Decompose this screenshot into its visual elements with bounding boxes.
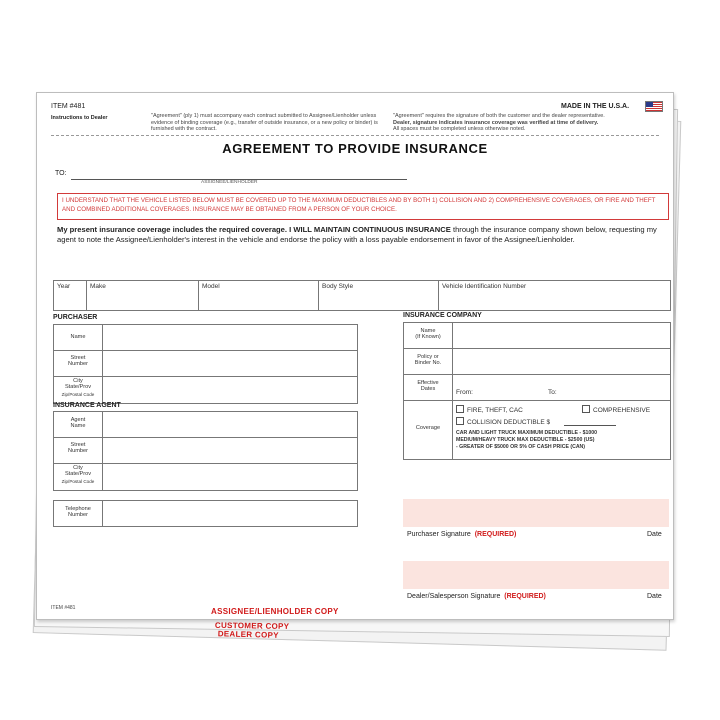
company-table bbox=[403, 322, 671, 460]
comprehensive-option[interactable] bbox=[582, 405, 650, 414]
vehicle-model-label: Model bbox=[202, 283, 220, 290]
company-name-label: Name (If Known) bbox=[415, 328, 441, 341]
agent-zip-label: Zip/Postal Code bbox=[61, 479, 95, 484]
instructions-right-3: All spaces must be completed unless otherwise noted. bbox=[393, 126, 526, 132]
vehicle-year-label: Year bbox=[57, 283, 71, 290]
collision-label: COLLISION DEDUCTIBLE $ bbox=[467, 419, 551, 426]
agent-city-label: City State/Prov bbox=[64, 465, 92, 478]
company-dates-label: Effective Dates bbox=[417, 380, 439, 393]
vehicle-make-label: Make bbox=[90, 283, 106, 290]
fire-theft-option[interactable] bbox=[456, 405, 523, 414]
deductible-note-3: - GREATER OF $5000 OR 5% OF CASH PRICE (CAN) bbox=[456, 444, 586, 450]
statement-rest: through the insurance company shown below, requesting my agent to note the Assignee/Lienholder's interest in the vehicle and endorse the policy with a loss payable endorsement in favor of the Assignee/Lienholder. bbox=[57, 225, 657, 244]
dates-from-label: From: bbox=[456, 389, 473, 396]
form-title: AGREEMENT TO PROVIDE INSURANCE bbox=[222, 141, 488, 156]
deductible-notes bbox=[456, 430, 597, 451]
fire-theft-checkbox[interactable] bbox=[456, 405, 464, 413]
telephone-table bbox=[53, 500, 358, 527]
collision-option[interactable] bbox=[456, 417, 550, 426]
purchaser-signature-field[interactable] bbox=[403, 499, 669, 527]
to-sublabel: ASSIGNEE/LIENHOLDER bbox=[201, 180, 258, 185]
vehicle-table bbox=[53, 280, 671, 311]
dealer-date-label: Date bbox=[647, 593, 662, 600]
company-coverage-label: Coverage bbox=[415, 425, 441, 431]
dealer-signature-label bbox=[407, 593, 546, 600]
comprehensive-checkbox[interactable] bbox=[582, 405, 590, 413]
deductible-note-2: MEDIUM/HEAVY TRUCK MAX DEDUCTIBLE - $2500 (US) bbox=[456, 437, 595, 443]
deductible-note-1: CAR AND LIGHT TRUCK MAXIMUM DEDUCTIBLE - $1000 bbox=[456, 430, 598, 436]
instructions-left: "Agreement" (ply 1) must accompany each contract submitted to Assignee/Lienholder unless evidence of binding coverage (e.g., transfer of outside insurance, or a new policy or binder) is furnished with the contract. bbox=[151, 113, 378, 132]
purchaser-required: (REQUIRED) bbox=[474, 531, 517, 538]
statement-bold: My present insurance coverage includes the required coverage. I WILL MAINTAIN CONTINUOUS INSURANCE bbox=[57, 225, 451, 234]
copy-label-customer: CUSTOMER COPY bbox=[214, 620, 290, 631]
instructions-right bbox=[393, 113, 663, 133]
collision-checkbox[interactable] bbox=[456, 417, 464, 425]
to-label: TO: bbox=[55, 170, 67, 177]
dealer-required: (REQUIRED) bbox=[504, 593, 546, 600]
perforation-line bbox=[51, 135, 659, 136]
us-flag-icon bbox=[645, 101, 663, 112]
instructions-right-2: Dealer, signature indicates insurance coverage was verified at time of delivery. bbox=[393, 119, 599, 126]
purchaser-city-label: City State/Prov bbox=[64, 378, 92, 391]
purchaser-signature-text: Purchaser Signature bbox=[407, 531, 471, 538]
agent-title: INSURANCE AGENT bbox=[53, 402, 121, 409]
dates-to-label: To: bbox=[548, 389, 557, 396]
purchaser-street-label: Street Number bbox=[68, 355, 88, 368]
purchaser-signature-label bbox=[407, 531, 516, 538]
purchaser-table bbox=[53, 324, 358, 404]
dealer-signature-field[interactable] bbox=[403, 561, 669, 589]
agent-name-label: Agent Name bbox=[70, 417, 86, 430]
dealer-signature-text: Dealer/Salesperson Signature bbox=[407, 593, 501, 600]
purchaser-name-label: Name bbox=[70, 334, 86, 340]
footer-item-number: ITEM #481 bbox=[51, 605, 76, 611]
vehicle-body-style-label: Body Style bbox=[322, 283, 354, 290]
agent-street-label: Street Number bbox=[68, 442, 88, 455]
telephone-label: Telephone Number bbox=[65, 506, 91, 519]
comprehensive-label: COMPREHENSIVE bbox=[593, 407, 651, 414]
item-number: ITEM #481 bbox=[51, 103, 86, 110]
made-in-usa: MADE IN THE U.S.A. bbox=[561, 103, 630, 110]
instructions-title: Instructions to Dealer bbox=[51, 115, 108, 121]
copy-label-dealer: DEALER COPY bbox=[217, 629, 279, 640]
instructions-right-1: "Agreement" requires the signature of both the customer and the dealer representative. bbox=[393, 113, 605, 119]
fire-theft-label: FIRE, THEFT, CAC bbox=[467, 407, 523, 414]
purchaser-title: PURCHASER bbox=[53, 314, 98, 321]
collision-deductible-field[interactable] bbox=[564, 425, 616, 426]
copy-label-assignee: ASSIGNEE/LIENHOLDER COPY bbox=[211, 607, 339, 616]
coverage-statement bbox=[57, 225, 669, 245]
coverage-notice: I UNDERSTAND THAT THE VEHICLE LISTED BELOW MUST BE COVERED UP TO THE MAXIMUM DEDUCTIBLES AND BY BOTH 1) COLLISION AND 2) COMPREHENSIVE COVERAGES, OR FIRE AND THEFT AND COMBINED ADDITIONAL COVERAGES. INSURANCE MAY BE OBTAINED FROM A PERSON OF YOUR CHOICE. bbox=[57, 193, 669, 220]
company-title: INSURANCE COMPANY bbox=[403, 312, 482, 319]
agent-table bbox=[53, 411, 358, 491]
purchaser-zip-label: Zip/Postal Code bbox=[61, 392, 95, 397]
form-sheet bbox=[36, 92, 674, 620]
purchaser-date-label: Date bbox=[647, 531, 662, 538]
company-policy-label: Policy or Binder No. bbox=[414, 354, 442, 367]
vehicle-vin-label: Vehicle Identification Number bbox=[442, 283, 527, 290]
